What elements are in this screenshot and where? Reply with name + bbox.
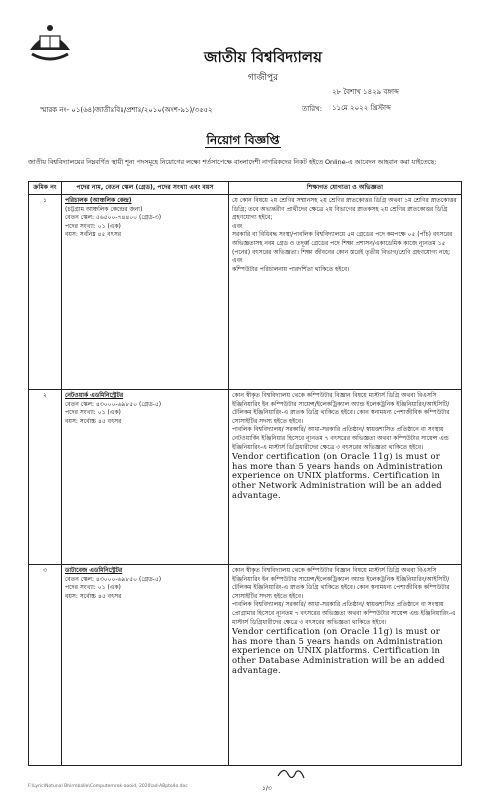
table-header-row [29, 182, 462, 195]
table-row [29, 195, 462, 390]
date-block [332, 84, 399, 116]
qualification-text: কোন স্বীকৃত বিশ্ববিদ্যালয় থেকে কম্পিউটার বিজ্ঞান বিষয়ে মাস্টার্স ডিগ্রি অথবা বিএসসি ইঞ্জিনিয়ারিং ইন কম্পিউটার সায়েন্স/ইলেকট্রিক্যাল অ্যান্ড ইলেকট্রনিক ইঞ্জিনিয়ারিং/আইসিটি/ টেলিকম ইঞ্জিনিয়ারিং-এ স্নাতক ডিগ্রি থাকিতে হইবে। কোন স্বনামধন্য পেশাজীবিক কম্পিউটার সোসাইটির সদস্য হইতে হইবে। [232, 567, 450, 600]
qualification-text: কোন স্বীকৃত বিশ্ববিদ্যালয় থেকে কম্পিউটার বিজ্ঞান বিষয়ে মাস্টার্স ডিগ্রি অথবা বিএসসি ইঞ্জিনিয়ারিং ইন কম্পিউটার সায়েন্স/ইলেকট্রিক্যাল অ্যান্ড ইলেকট্রনিক ইঞ্জিনিয়ারিং/আইসিটি/টেলিকম ইঞ্জিনিয়ারিং-এ স্নাতক ডিগ্রি থাকিতে হইবে। কোন স্বনামধন্য পেশাজীবিক কম্পিউটার সোসাইটির সদস্য হইতে হইবে। [232, 392, 450, 425]
post-line: বয়স: সর্বোচ্চ ৪৫ বৎসর [65, 592, 122, 600]
qualification-text: পাবলিক বিশ্ববিদ্যালয়/ সরকারি/ আধা-সরকারি প্রতিষ্ঠান/ স্বায়ত্তশাসিত প্রতিষ্ঠানে বা সংস্থায় প্রোগ্রামার হিসেবে ন্যূনতম ৭ বৎসরের অভিজ্ঞতা অথবা কম্পিউটার সায়েন্স এন্ড ইঞ্জিনিয়ারিং-এ মাস্টার্স ডিগ্রিধারীদের ক্ষেত্রে ৩ বৎসরের অভিজ্ঞতা থাকিতে হইবে। [232, 601, 456, 626]
post-line: বেতন স্কেল: ৫৬৫০০-৭৪৪০০ (গ্রেড-৩) [65, 214, 162, 222]
post-line: (চট্টগ্রাম আঞ্চলিক কেন্দ্রের জন্য) [65, 205, 143, 213]
qualification-english: Vendor certification (on Oracle 11g) is must or has more than 5 years hands on Administration experience on UNIX platforms. Certification in other Database Administration will be an added advantage. [232, 626, 445, 675]
post-line: বয়স: সর্বনিম্ন ৪৫ বৎসর [65, 231, 122, 239]
header-serial: ক্রমিক নং [29, 182, 62, 195]
header-qualification: শিক্ষাগত যোগ্যতা ও অভিজ্ঞতা [229, 182, 462, 195]
date-bangla: ২৮ বৈশাখ ১৪২৯ বঙ্গাব্দ [332, 88, 399, 96]
date-label: তারিখ: [302, 105, 323, 113]
page-number: ১/৩ [262, 785, 272, 792]
intro-paragraph: জাতীয় বিশ্ববিদ্যালয়ের নিম্নবর্ণিত স্থায়ী শূন্য পদসমূহে নিয়োগের লক্ষ্যে শর্তসাপেক্ষে বাংলাদেশী নাগরিকদের নিকট হইতে Online-এ আবেদন আহবান করা যাইতেছে: [28, 158, 437, 166]
date-english: ১১মে ২০২২ খ্রিস্টাব্দ [332, 104, 391, 112]
post-cell [62, 565, 229, 766]
table-row [29, 390, 462, 565]
row-serial: ১ [29, 195, 62, 390]
qualification-english: Vendor certification (on Oracle 11g) is must or has more than 5 years hands on Administration experience on UNIX platforms. Certification in other Network Administration will be an added advantage. [232, 451, 443, 500]
post-line: পদের সংখ্যা: ০১ (এক) [65, 409, 121, 417]
qualification-cell [229, 565, 462, 766]
post-name: ডাটাবেজ এডমিনিস্ট্রেটর [65, 567, 123, 574]
row-serial: ২ [29, 390, 62, 565]
qualification-text: সরকারি বা বিধিবদ্ধ সংস্থা/পাবলিক বিশ্ববিদ্যালয়ে ৫ম গ্রেডের পদে কমপক্ষে ০৫ (পাঁচ) বৎসরের অভিজ্ঞতাসহ নবম গ্রেড ও তদূর্ধ্ব গ্রেডের পদে শিক্ষা প্রশাসন/একাডেমিক কাজে ন্যূনতম ১৫ (পনের) বৎসরের অভিজ্ঞতা। শিক্ষা জীবনের কোন স্তরেই তৃতীয় বিভাগ/শ্রেণি গ্রহণযোগ্য নহে; [232, 231, 453, 256]
post-line: বেতন স্কেল: ৪৩০০০-৬৯৮৫০ (গ্রেড-৫) [65, 575, 162, 583]
post-line: বয়স: সর্বোচ্চ ৪৫ বৎসর [65, 417, 122, 425]
header-post: পদের নাম, বেতন স্কেল (গ্রেড), পদের সংখ্যা এবং বয়স [62, 182, 229, 195]
row-serial: ৩ [29, 565, 62, 766]
table-row [29, 565, 462, 766]
vacancy-table [28, 181, 462, 766]
signature-mark [276, 764, 306, 782]
qualification-text: কম্পিউটার পরিচালনায় পারদর্শিতা থাকিতে হইবে। [232, 265, 350, 273]
qualification-text: এবং [232, 222, 243, 230]
university-city: গাজীপুর [247, 73, 279, 83]
post-name: পরিচালক (আঞ্চলিক কেন্দ্র) [65, 197, 132, 204]
memo-reference: স্মারক নং- ০১(৬৪)জাতীঃবিঃ/প্রশাঃ/২০১০(অংশ-৯১)/৩৫৫২ [40, 106, 213, 114]
post-cell [62, 390, 229, 565]
post-line: বেতন স্কেল: ৪৩০০০-৬৯৮৫০ (গ্রেড-৫) [65, 400, 162, 408]
post-line: পদের সংখ্যা: ০১ (এক) [65, 584, 121, 592]
qualification-cell [229, 390, 462, 565]
university-name: জাতীয় বিশ্ববিদ্যালয় [204, 48, 322, 66]
file-path: F:\Lyric\Notunal Bhirmballe\Computernrek-aooid, 2020\ad-ABpto4o.doc [28, 784, 188, 789]
notice-title: নিয়োগ বিজ্ঞপ্তি [206, 133, 280, 147]
qualification-text: পাবলিক বিশ্ববিদ্যালয়/ সরকারি/ আধা-সরকারি প্রতিষ্ঠান/ স্বায়ত্তশাসিত প্রতিষ্ঠানে বা সংস্থায় নেটওয়ার্কিং ইঞ্জিনিয়ার হিসেবে ন্যূনতম ৭ বৎসরের অভিজ্ঞতা অথবা কম্পিউটার সায়েন্স এন্ড ইঞ্জিনিয়ারিং-এ মাস্টার্স ডিগ্রিধারীদের ক্ষেত্রে ৩ বৎসরের অভিজ্ঞতা থাকিতে হইবে। [232, 426, 449, 451]
post-cell [62, 195, 229, 390]
post-line: পদের সংখ্যা: ০১ (এক) [65, 222, 121, 230]
post-name: নেটওয়ার্ক এডমিনিস্ট্রেটর [65, 392, 124, 399]
qualification-text: এবং [232, 257, 243, 265]
qualification-cell [229, 195, 462, 390]
qualification-text: যে কোন বিষয়ে ২য় শ্রেণির সম্মানসহ ২য় শ্রেণির স্নাতকোত্তর ডিগ্রি অথবা ১ম শ্রেণির স্নাতকোত্তর ডিগ্রি; তবে অভ্যন্তরীণ প্রার্থীদের ক্ষেত্রে ২য় বিভাগের স্নাতকসহ ২য় শ্রেণির স্নাতকোত্তর ডিগ্রি গ্রহণযোগ্য হইবে; [232, 197, 457, 222]
